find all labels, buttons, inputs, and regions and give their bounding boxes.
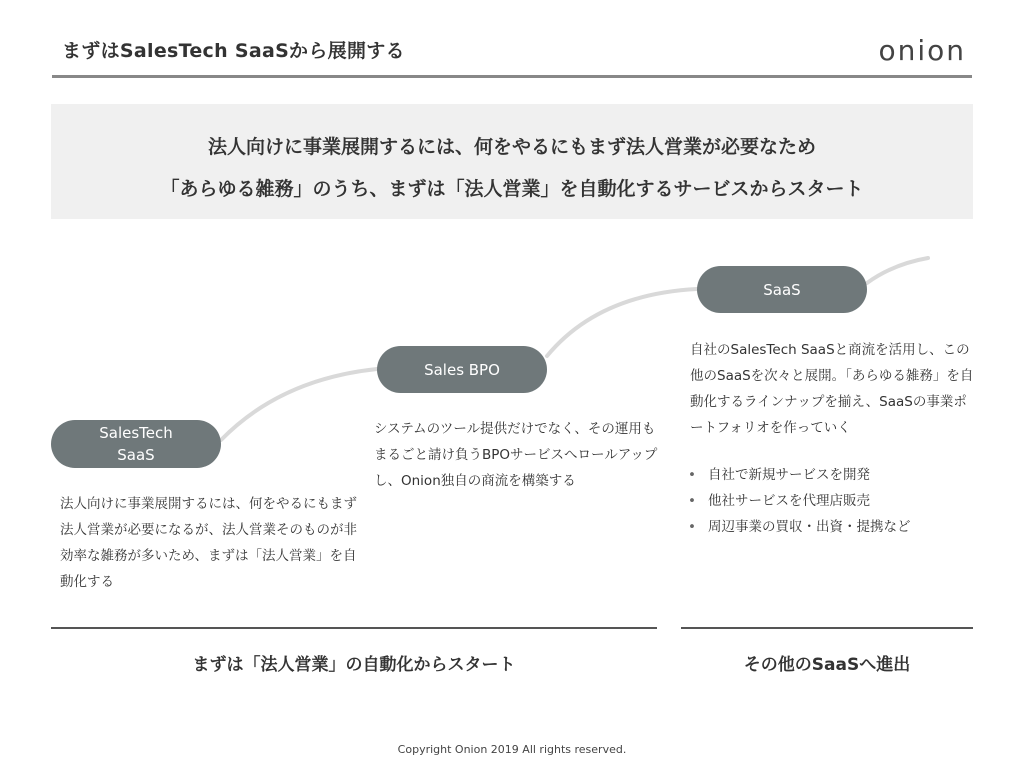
list-item xyxy=(688,488,911,514)
footer-divider-right xyxy=(681,627,973,629)
step-sales-bpo-description: システムのツール提供だけでなく、その運用もまるごと請け負うBPOサービスへロールアップし、Onion独自の商流を構築する xyxy=(374,421,658,489)
copyright: Copyright Onion 2019 All rights reserved. xyxy=(397,743,627,756)
step-salestech-label-line2: SaaS xyxy=(117,446,155,464)
bullet-text: 他社サービスを代理店販売 xyxy=(708,493,870,509)
onion-logo: onion xyxy=(878,34,966,67)
footer-divider-left xyxy=(51,627,657,629)
bullet-icon: • xyxy=(688,519,696,535)
step-saas-description: 自社のSalesTech SaaSと商流を活用し、この他のSaaSを次々と展開。「あらゆる雑務」を自動化するラインナップを揃え、SaaSの事業ポートフォリオを作っていく xyxy=(690,342,974,436)
step-sales-bpo-pill xyxy=(377,346,547,393)
saas-bullet-list xyxy=(688,462,911,540)
step-sales-bpo-label: Sales BPO xyxy=(424,360,500,379)
page-title: まずはSalesTech SaaSから展開する xyxy=(62,40,405,62)
step-salestech-label-line1: SalesTech xyxy=(99,424,173,442)
step-salestech-description: 法人向けに事業展開するには、何をやるにもまず法人営業が必要になるが、法人営業そのものが非効率な雑務が多いため、まずは「法人営業」を自動化する xyxy=(60,496,357,590)
step-salestech-saas-pill xyxy=(51,420,221,468)
banner-line-1: 法人向けに事業展開するには、何をやるにもまず法人営業が必要なため xyxy=(207,136,816,158)
banner-line-2: 「あらゆる雑務」のうち、まずは「法人営業」を自動化するサービスからスタート xyxy=(160,178,864,200)
step-saas-pill xyxy=(697,266,867,313)
list-item xyxy=(688,462,911,488)
bullet-icon: • xyxy=(688,467,696,483)
list-item xyxy=(688,514,911,540)
bullet-icon: • xyxy=(688,493,696,509)
footer-left-caption: まずは「法人営業」の自動化からスタート xyxy=(192,655,516,675)
step-saas-label: SaaS xyxy=(763,280,801,299)
bullet-text: 自社で新規サービスを開発 xyxy=(708,467,870,483)
bullet-text: 周辺事業の買収・出資・提携など xyxy=(708,519,911,535)
footer-right-caption: その他のSaaSへ進出 xyxy=(743,655,911,675)
